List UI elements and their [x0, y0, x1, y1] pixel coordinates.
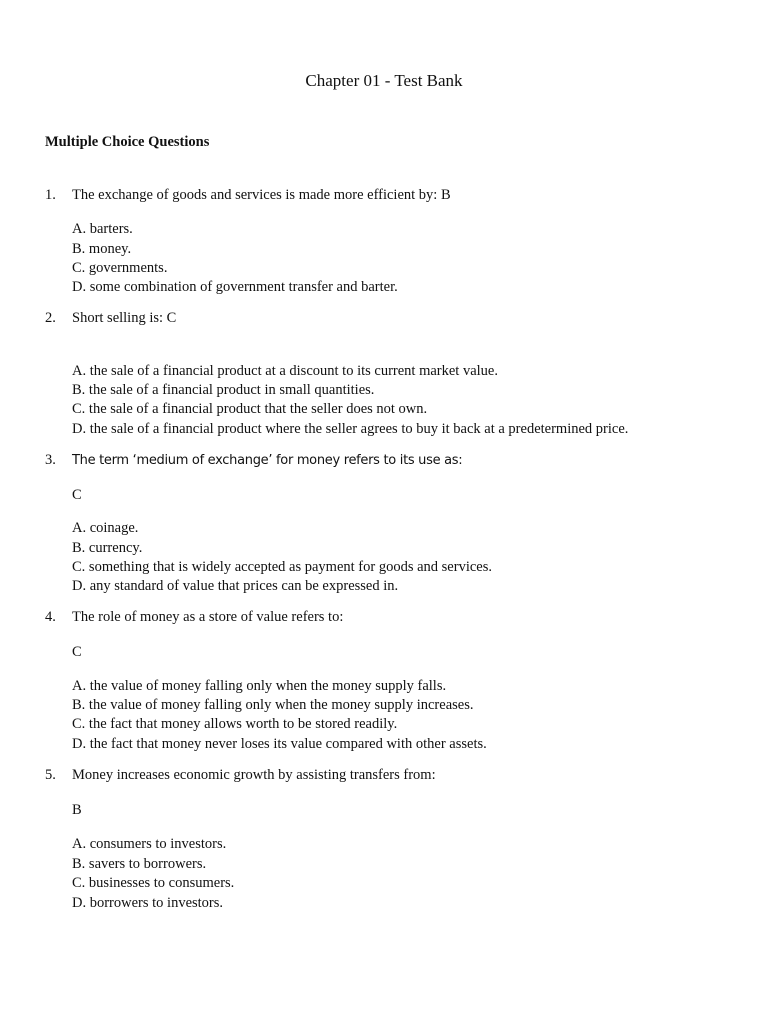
answer-option: B. money. — [72, 241, 132, 257]
question-number: 1. — [45, 187, 56, 203]
answer-option: B. the sale of a financial product in small quantities. — [72, 382, 375, 398]
question-number: 3. — [45, 452, 56, 468]
answer-option: D. the sale of a financial product where the seller agrees to buy it back at a predetermined price. — [72, 421, 629, 437]
question-text: Money increases economic growth by assisting transfers from: — [72, 767, 436, 783]
answer-option: C. the sale of a financial product that the seller does not own. — [72, 401, 428, 417]
answer-option: B. currency. — [72, 540, 143, 556]
answer-option: A. the sale of a financial product at a discount to its current market value. — [72, 363, 498, 379]
question-text: Short selling is: C — [72, 310, 177, 326]
answer-option: B. the value of money falling only when the money supply increases. — [72, 697, 474, 713]
answer-option: D. any standard of value that prices can be expressed in. — [72, 578, 399, 594]
answer-option: D. borrowers to investors. — [72, 895, 224, 911]
answer-option: A. coinage. — [72, 520, 139, 536]
answer-option: C. businesses to consumers. — [72, 875, 235, 891]
answer-option: D. some combination of government transfer and barter. — [72, 279, 398, 295]
question-number: 4. — [45, 609, 56, 625]
question-number: 2. — [45, 310, 56, 326]
answer-key: C — [72, 487, 82, 503]
answer-option: C. something that is widely accepted as payment for goods and services. — [72, 559, 492, 575]
question-text: The exchange of goods and services is made more efficient by: B — [72, 187, 451, 203]
answer-option: C. governments. — [72, 260, 168, 276]
answer-option: A. consumers to investors. — [72, 836, 227, 852]
answer-option: D. the fact that money never loses its value compared with other assets. — [72, 736, 487, 752]
answer-option: B. savers to borrowers. — [72, 856, 207, 872]
question-text: The term ‘medium of exchange’ for money refers to its use as: — [72, 453, 463, 468]
question-text: The role of money as a store of value refers to: — [72, 609, 344, 625]
page-title: Chapter 01 - Test Bank — [305, 71, 463, 90]
answer-option: A. barters. — [72, 221, 133, 237]
answer-option: A. the value of money falling only when the money supply falls. — [72, 678, 447, 694]
section-heading: Multiple Choice Questions — [45, 134, 210, 150]
answer-key: B — [72, 802, 82, 818]
answer-key: C — [72, 644, 82, 660]
answer-option: C. the fact that money allows worth to be stored readily. — [72, 716, 398, 732]
question-number: 5. — [45, 767, 56, 783]
